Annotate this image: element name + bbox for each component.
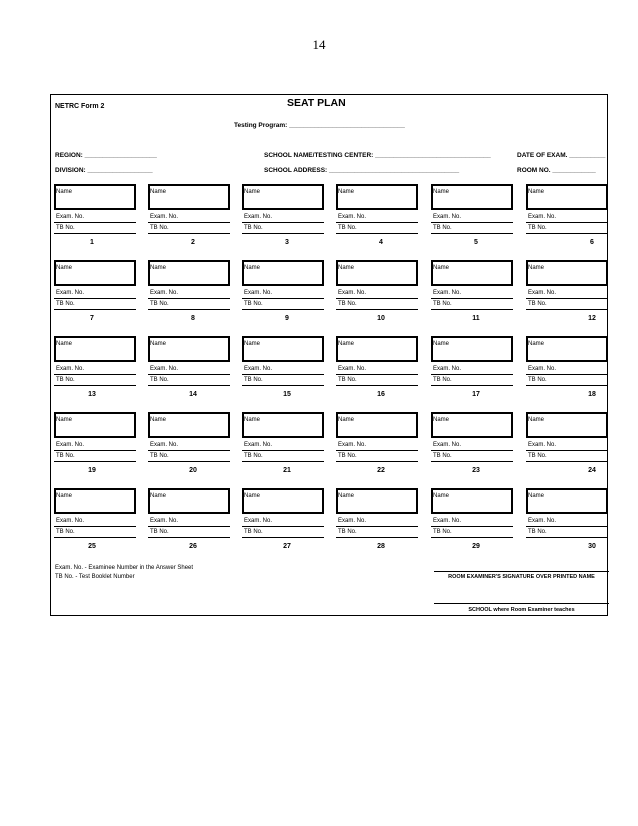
- name-cell: [526, 260, 608, 286]
- exam-no-label: Exam. No.: [528, 366, 557, 372]
- name-cell: [431, 488, 513, 514]
- name-label: Name: [244, 493, 261, 499]
- name-cell: [148, 184, 230, 210]
- exam-no-line: [148, 374, 230, 375]
- tb-no-line: [336, 233, 418, 234]
- seat-box: [148, 260, 230, 322]
- seat-number: 26: [189, 543, 197, 550]
- form-code: NETRC Form 2: [55, 103, 105, 110]
- seat-number: 9: [285, 315, 289, 322]
- exam-no-label: Exam. No.: [433, 214, 462, 220]
- tb-no-line: [526, 385, 608, 386]
- tb-no-line: [54, 309, 136, 310]
- tb-no-line: [242, 385, 324, 386]
- school-name-field: SCHOOL NAME/TESTING CENTER: ________________________________: [264, 152, 491, 159]
- tb-no-label: TB No.: [528, 301, 547, 307]
- exam-no-line: [54, 526, 136, 527]
- tb-no-label: TB No.: [338, 377, 357, 383]
- seat-number: 27: [283, 543, 291, 550]
- tb-no-label: TB No.: [528, 453, 547, 459]
- name-label: Name: [150, 189, 167, 195]
- name-cell: [431, 184, 513, 210]
- exam-no-label: Exam. No.: [56, 442, 85, 448]
- exam-no-label: Exam. No.: [244, 366, 273, 372]
- name-cell: [336, 260, 418, 286]
- exam-no-line: [526, 374, 608, 375]
- form-title: SEAT PLAN: [287, 97, 346, 109]
- tb-no-label: TB No.: [528, 529, 547, 535]
- testing-program-field: Testing Program: ________________________________: [234, 122, 405, 129]
- date-of-exam-field: DATE OF EXAM. __________: [517, 152, 606, 159]
- seat-box: [431, 336, 513, 398]
- exam-no-label: Exam. No.: [150, 214, 179, 220]
- seat-box: [242, 260, 324, 322]
- seat-number: 5: [474, 239, 478, 246]
- exam-no-label: Exam. No.: [338, 290, 367, 296]
- name-label: Name: [528, 493, 545, 499]
- name-cell: [336, 336, 418, 362]
- seat-box: [526, 184, 608, 246]
- region-field: REGION: ____________________: [55, 152, 157, 159]
- seat-box: [336, 488, 418, 550]
- tb-no-line: [54, 385, 136, 386]
- exam-no-label: Exam. No.: [433, 518, 462, 524]
- name-label: Name: [56, 341, 73, 347]
- seat-number: 17: [472, 391, 480, 398]
- name-cell: [148, 336, 230, 362]
- tb-no-label: TB No.: [528, 377, 547, 383]
- name-label: Name: [338, 341, 355, 347]
- name-label: Name: [433, 493, 450, 499]
- seat-number: 22: [377, 467, 385, 474]
- exam-no-label: Exam. No.: [150, 290, 179, 296]
- seat-box: [431, 184, 513, 246]
- name-cell: [148, 260, 230, 286]
- exam-no-line: [242, 298, 324, 299]
- name-label: Name: [528, 189, 545, 195]
- tb-no-label: TB No.: [528, 225, 547, 231]
- exam-no-line: [526, 526, 608, 527]
- seat-box: [336, 412, 418, 474]
- exam-no-line: [336, 222, 418, 223]
- tb-no-line: [242, 233, 324, 234]
- tb-no-label: TB No.: [150, 377, 169, 383]
- seat-number: 8: [191, 315, 195, 322]
- tb-no-label: TB No.: [433, 377, 452, 383]
- division-field: DIVISION: __________________: [55, 167, 153, 174]
- seat-box: [242, 488, 324, 550]
- seat-number: 13: [88, 391, 96, 398]
- exam-no-line: [431, 526, 513, 527]
- seat-number: 10: [377, 315, 385, 322]
- name-label: Name: [56, 265, 73, 271]
- tb-no-label: TB No.: [433, 225, 452, 231]
- seat-box: [242, 412, 324, 474]
- exam-no-line: [54, 450, 136, 451]
- tb-no-line: [336, 309, 418, 310]
- exam-no-label: Exam. No.: [528, 442, 557, 448]
- tb-no-line: [54, 461, 136, 462]
- tb-no-label: TB No.: [56, 301, 75, 307]
- exam-no-line: [148, 450, 230, 451]
- name-cell: [336, 184, 418, 210]
- exam-no-label: Exam. No.: [56, 214, 85, 220]
- tb-no-line: [431, 537, 513, 538]
- tb-no-line: [54, 233, 136, 234]
- exam-no-label: Exam. No.: [244, 518, 273, 524]
- tb-no-label: TB No.: [338, 529, 357, 535]
- school-address-field: SCHOOL ADDRESS: ____________________________________: [264, 167, 460, 174]
- name-cell: [54, 488, 136, 514]
- name-cell: [54, 184, 136, 210]
- exam-no-line: [431, 450, 513, 451]
- name-label: Name: [56, 493, 73, 499]
- tb-no-label: TB No.: [150, 225, 169, 231]
- exam-no-label: Exam. No.: [244, 214, 273, 220]
- name-label: Name: [150, 493, 167, 499]
- name-cell: [148, 412, 230, 438]
- seat-number: 20: [189, 467, 197, 474]
- name-label: Name: [56, 417, 73, 423]
- seat-box: [336, 336, 418, 398]
- name-cell: [242, 184, 324, 210]
- exam-no-line: [54, 374, 136, 375]
- school-signature-caption: SCHOOL where Room Examiner teaches: [468, 607, 575, 613]
- seat-box: [431, 412, 513, 474]
- name-label: Name: [528, 417, 545, 423]
- name-label: Name: [433, 265, 450, 271]
- name-cell: [54, 260, 136, 286]
- tb-no-line: [242, 461, 324, 462]
- seat-number: 2: [191, 239, 195, 246]
- exam-no-line: [148, 298, 230, 299]
- seat-box: [336, 184, 418, 246]
- room-no-field: ROOM NO. ____________: [517, 167, 596, 174]
- exam-no-label: Exam. No.: [433, 290, 462, 296]
- seat-number: 6: [590, 239, 594, 246]
- tb-no-line: [526, 461, 608, 462]
- tb-no-line: [431, 385, 513, 386]
- seat-box: [526, 260, 608, 322]
- tb-no-label: TB No.: [150, 301, 169, 307]
- tb-no-label: TB No.: [244, 377, 263, 383]
- seat-number: 28: [377, 543, 385, 550]
- seat-box: [148, 412, 230, 474]
- exam-no-label: Exam. No.: [528, 214, 557, 220]
- seat-box: [242, 184, 324, 246]
- seat-box: [526, 412, 608, 474]
- exam-no-label: Exam. No.: [244, 442, 273, 448]
- tb-no-label: TB No.: [244, 301, 263, 307]
- name-label: Name: [150, 265, 167, 271]
- school-signature-line: [434, 603, 609, 604]
- exam-no-line: [148, 526, 230, 527]
- tb-no-label: TB No.: [338, 301, 357, 307]
- name-label: Name: [150, 341, 167, 347]
- exam-no-label: Exam. No.: [56, 366, 85, 372]
- seat-number: 30: [588, 543, 596, 550]
- name-cell: [242, 336, 324, 362]
- exam-no-label: Exam. No.: [244, 290, 273, 296]
- name-cell: [336, 488, 418, 514]
- exam-no-line: [242, 450, 324, 451]
- seat-number: 1: [90, 239, 94, 246]
- name-cell: [242, 488, 324, 514]
- name-label: Name: [244, 341, 261, 347]
- seat-box: [336, 260, 418, 322]
- exam-no-line: [431, 222, 513, 223]
- exam-no-line: [431, 298, 513, 299]
- name-label: Name: [338, 265, 355, 271]
- tb-no-line: [431, 309, 513, 310]
- name-cell: [526, 184, 608, 210]
- tb-no-label: TB No.: [56, 529, 75, 535]
- seat-box: [54, 412, 136, 474]
- name-cell: [336, 412, 418, 438]
- tb-no-line: [526, 233, 608, 234]
- exam-no-line: [526, 450, 608, 451]
- seat-box: [54, 336, 136, 398]
- exam-no-line: [526, 298, 608, 299]
- tb-no-line: [431, 461, 513, 462]
- seat-box: [54, 184, 136, 246]
- name-cell: [526, 412, 608, 438]
- exam-no-label: Exam. No.: [56, 518, 85, 524]
- name-cell: [431, 412, 513, 438]
- seat-number: 19: [88, 467, 96, 474]
- tb-no-label: TB No.: [338, 225, 357, 231]
- tb-no-label: TB No.: [150, 529, 169, 535]
- exam-no-line: [54, 298, 136, 299]
- exam-no-line: [336, 298, 418, 299]
- exam-no-label: Exam. No.: [150, 518, 179, 524]
- name-label: Name: [528, 341, 545, 347]
- exam-no-line: [526, 222, 608, 223]
- exam-no-label: Exam. No.: [338, 366, 367, 372]
- name-cell: [54, 336, 136, 362]
- tb-no-label: TB No.: [56, 453, 75, 459]
- exam-no-label: Exam. No.: [433, 366, 462, 372]
- tb-no-line: [242, 309, 324, 310]
- tb-no-line: [526, 309, 608, 310]
- exam-no-line: [242, 222, 324, 223]
- exam-no-line: [336, 526, 418, 527]
- seat-number: 24: [588, 467, 596, 474]
- exam-no-line: [431, 374, 513, 375]
- tb-no-line: [148, 461, 230, 462]
- exam-no-line: [336, 450, 418, 451]
- exam-no-label: Exam. No.: [338, 442, 367, 448]
- name-cell: [54, 412, 136, 438]
- seat-box: [148, 336, 230, 398]
- tb-no-line: [148, 537, 230, 538]
- name-cell: [526, 336, 608, 362]
- seat-number: 7: [90, 315, 94, 322]
- name-label: Name: [528, 265, 545, 271]
- tb-no-label: TB No.: [150, 453, 169, 459]
- exam-no-line: [54, 222, 136, 223]
- tb-no-label: TB No.: [338, 453, 357, 459]
- seat-number: 11: [472, 315, 480, 322]
- page-number: 14: [312, 37, 326, 52]
- tb-no-line: [148, 309, 230, 310]
- tb-no-line: [336, 461, 418, 462]
- tb-no-line: [242, 537, 324, 538]
- tb-no-label: TB No.: [433, 529, 452, 535]
- exam-no-label: Exam. No.: [150, 442, 179, 448]
- exam-no-line: [336, 374, 418, 375]
- seat-box: [431, 488, 513, 550]
- tb-no-line: [54, 537, 136, 538]
- legend-tb-no: TB No. - Test Booklet Number: [55, 574, 135, 580]
- legend-exam-no: Exam. No. - Examinee Number in the Answer Sheet: [55, 565, 194, 571]
- name-cell: [148, 488, 230, 514]
- name-label: Name: [433, 189, 450, 195]
- seat-number: 4: [379, 239, 383, 246]
- seat-box: [526, 336, 608, 398]
- exam-no-label: Exam. No.: [150, 366, 179, 372]
- exam-no-label: Exam. No.: [338, 214, 367, 220]
- seat-number: 18: [588, 391, 596, 398]
- tb-no-label: TB No.: [244, 529, 263, 535]
- exam-no-label: Exam. No.: [56, 290, 85, 296]
- exam-no-label: Exam. No.: [528, 518, 557, 524]
- seat-number: 3: [285, 239, 289, 246]
- examiner-signature-caption: ROOM EXAMINER'S SIGNATURE OVER PRINTED NAME: [448, 574, 595, 580]
- seat-box: [431, 260, 513, 322]
- name-cell: [431, 260, 513, 286]
- exam-no-label: Exam. No.: [338, 518, 367, 524]
- tb-no-line: [526, 537, 608, 538]
- name-label: Name: [150, 417, 167, 423]
- tb-no-line: [148, 385, 230, 386]
- seat-box: [54, 488, 136, 550]
- name-label: Name: [338, 189, 355, 195]
- tb-no-label: TB No.: [56, 377, 75, 383]
- exam-no-line: [242, 526, 324, 527]
- name-cell: [242, 260, 324, 286]
- name-cell: [242, 412, 324, 438]
- name-label: Name: [244, 189, 261, 195]
- exam-no-line: [242, 374, 324, 375]
- name-label: Name: [338, 493, 355, 499]
- tb-no-label: TB No.: [433, 301, 452, 307]
- seat-number: 14: [189, 391, 197, 398]
- seat-box: [148, 488, 230, 550]
- seat-number: 21: [283, 467, 291, 474]
- tb-no-line: [336, 385, 418, 386]
- seat-box: [148, 184, 230, 246]
- tb-no-label: TB No.: [244, 453, 263, 459]
- name-label: Name: [56, 189, 73, 195]
- name-cell: [526, 488, 608, 514]
- seat-number: 12: [588, 315, 596, 322]
- tb-no-label: TB No.: [56, 225, 75, 231]
- seat-number: 25: [88, 543, 96, 550]
- seat-box: [54, 260, 136, 322]
- name-cell: [431, 336, 513, 362]
- tb-no-label: TB No.: [433, 453, 452, 459]
- seat-number: 16: [377, 391, 385, 398]
- name-label: Name: [433, 341, 450, 347]
- seat-plan-form: [50, 94, 608, 616]
- name-label: Name: [338, 417, 355, 423]
- seat-number: 15: [283, 391, 291, 398]
- exam-no-label: Exam. No.: [433, 442, 462, 448]
- seat-box: [242, 336, 324, 398]
- name-label: Name: [244, 265, 261, 271]
- exam-no-line: [148, 222, 230, 223]
- tb-no-line: [148, 233, 230, 234]
- seat-box: [526, 488, 608, 550]
- exam-no-label: Exam. No.: [528, 290, 557, 296]
- name-label: Name: [244, 417, 261, 423]
- tb-no-line: [336, 537, 418, 538]
- tb-no-line: [431, 233, 513, 234]
- name-label: Name: [433, 417, 450, 423]
- seat-number: 29: [472, 543, 480, 550]
- examiner-signature-line: [434, 571, 609, 572]
- tb-no-label: TB No.: [244, 225, 263, 231]
- seat-number: 23: [472, 467, 480, 474]
